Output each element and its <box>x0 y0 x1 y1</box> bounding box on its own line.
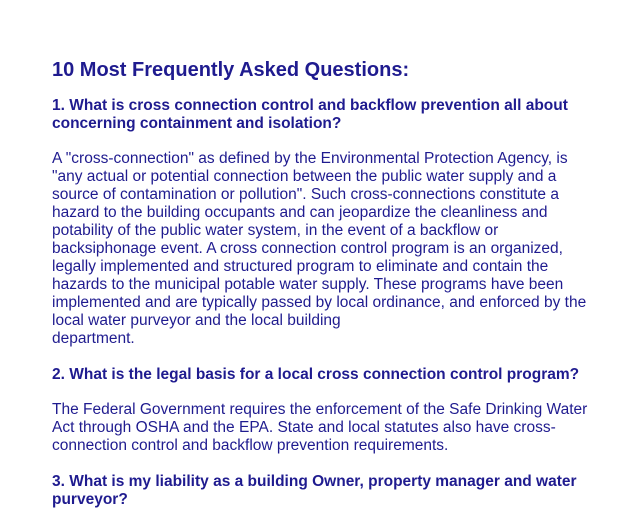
faq-section-2 <box>52 366 597 455</box>
question-1-line-1: 1. What is cross connection control and backflow prevention all about <box>52 97 568 114</box>
answer-1-line-5: potability of the public water system, in the event of a backflow or <box>52 222 499 239</box>
faq-question-3 <box>52 473 597 509</box>
answer-1-line-2: "any actual or potential connection between the public water supply and a <box>52 168 557 185</box>
faq-question-1 <box>52 97 597 133</box>
answer-1-line-9: implemented and are typically passed by local ordinance, and enforced by the <box>52 294 587 311</box>
question-3-line-1: 3. What is my liability as a building Owner, property manager and water <box>52 473 577 490</box>
answer-1-line-11: department. <box>52 330 135 347</box>
answer-1-line-6: backsiphonage event. A cross connection control program is an organized, <box>52 240 563 257</box>
question-1-line-2: concerning containment and isolation? <box>52 115 342 132</box>
answer-2-line-1: The Federal Government requires the enforcement of the Safe Drinking Water <box>52 401 588 418</box>
answer-2-line-2: Act through OSHA and the EPA. State and local statutes also have cross- <box>52 419 556 436</box>
answer-1-line-4: hazard to the building occupants and can jeopardize the cleanliness and <box>52 204 548 221</box>
answer-1-line-8: hazards to the municipal potable water supply. These programs have been <box>52 276 564 293</box>
question-3-line-2: purveyor? <box>52 491 128 508</box>
faq-section-1 <box>52 97 597 348</box>
answer-1-line-3: source of contamination or pollution". Such cross-connections constitute a <box>52 186 559 203</box>
answer-1-line-10: local water purveyor and the local building <box>52 312 341 329</box>
faq-question-2 <box>52 366 597 384</box>
answer-1-line-7: legally implemented and structured program to eliminate and contain the <box>52 258 549 275</box>
answer-2-line-3: connection control and backflow prevention requirements. <box>52 437 449 454</box>
faq-document <box>52 58 597 526</box>
answer-1-line-1: A "cross-connection" as defined by the Environmental Protection Agency, is <box>52 150 568 167</box>
document-title: 10 Most Frequently Asked Questions: <box>52 59 410 81</box>
faq-answer-1 <box>52 150 597 348</box>
question-2-line-1: 2. What is the legal basis for a local cross connection control program? <box>52 366 580 383</box>
faq-section-3 <box>52 473 597 509</box>
faq-answer-2 <box>52 401 597 455</box>
